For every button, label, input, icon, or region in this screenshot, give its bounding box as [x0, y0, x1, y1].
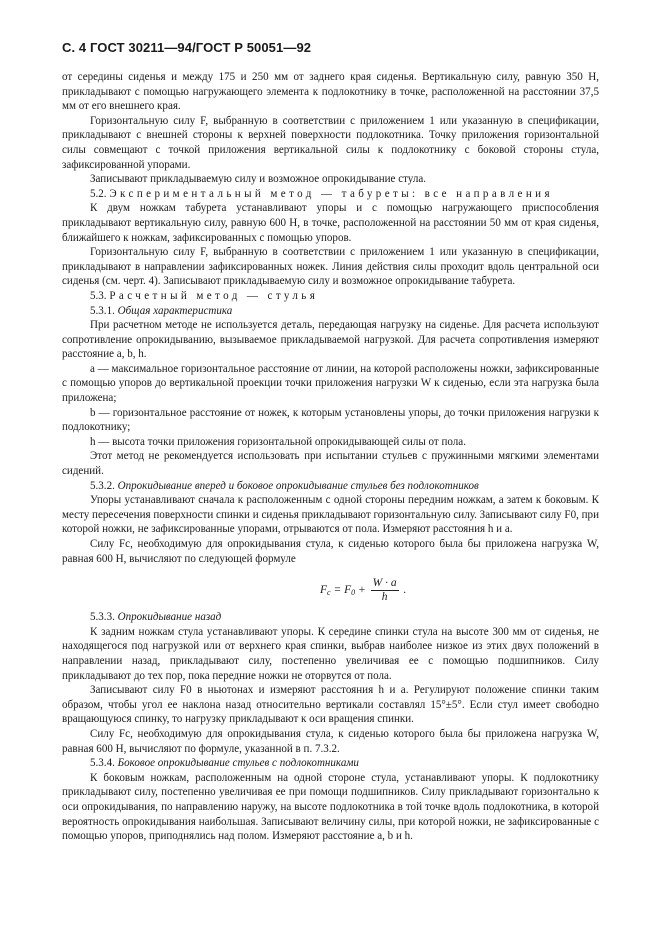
paragraph: b — горизонтальное расстояние от ножек, к которым установлены упоры, до точки приложения нагрузки к подлокотнику; — [62, 406, 599, 434]
section-heading-5-2 — [62, 187, 599, 202]
section-heading-5-3-1 — [62, 304, 599, 319]
section-heading-5-3 — [62, 289, 599, 304]
paragraph: Силу Fc, необходимую для опрокидывания стула, к сиденью которого была бы приложена нагрузка W, равная 600 Н, вычисляют по формуле, указанной в п. 7.3.2. — [62, 727, 599, 755]
section-title: Опрокидывание назад — [117, 611, 222, 624]
body-text — [62, 70, 599, 844]
paragraph: Горизонтальную силу F, выбранную в соответствии с приложением 1 или указанную в спецификации, прикладывают с внешней стороны к верхней поверхности подлокотника. Точку приложения горизонтальной силы совмещают с точкой приложения вертикальной силы к подлокотнику с боковой стороны стула, зафиксированной упорами. — [62, 114, 599, 171]
paragraph: a — максимальное горизонтальное расстояние от линии, на которой расположены ножки, зафиксированные с помощью упоров до вертикальной проекции точки приложения нагрузки W к сиденью, если эта нагрузка была приложена; — [62, 362, 599, 405]
section-heading-5-3-3 — [62, 610, 599, 625]
formula-end: . — [403, 584, 407, 597]
formula — [62, 566, 599, 610]
paragraph: Этот метод не рекомендуется использовать при испытании стульев с пружинными мягкими элементами сидений. — [62, 450, 599, 478]
paragraph: Силу Fc, необходимую для опрокидывания стула, к сиденью которого была бы приложена нагрузка W, равная 600 Н, вычисляют по следующей формуле — [62, 538, 599, 565]
section-number: 5.2. — [90, 187, 107, 200]
section-number: 5.3.2. — [90, 479, 115, 492]
formula-fraction — [371, 577, 399, 604]
section-title: Опрокидывание вперед и боковое опрокидывание стульев без подлокотников — [117, 479, 479, 492]
formula-lhs: F — [320, 584, 328, 597]
formula-f0-subscript: 0 — [351, 588, 356, 598]
formula-f0: F — [344, 584, 352, 597]
section-number: 5.3.1. — [90, 304, 115, 317]
formula-numerator: W · a — [372, 577, 397, 590]
paragraph: К задним ножкам стула устанавливают упоры. К середине спинки стула на высоте 300 мм от сиденья, не находящегося под нагрузкой или от верхнего края спинки, выбрав наиболее низкое из этих двух положений в направлении назад, прикладывают силу, постепенно увеличивая ее с помощью подшипников. Силу прикладывают до тех пор, пока передние ножки не оторвутся от пола. — [62, 625, 599, 682]
paragraph: К боковым ножкам, расположенным на одной стороне стула, устанавливают упоры. К подлокотнику прикладывают силу, постепенно увеличивая ее при помощи подшипников. Силу прикладывают горизонтально к оси опрокидывания, по направлению наружу, на высоте подлокотника в той точке вдоль подлокотника, в которой вероятность опрокидывания наибольшая. Записывают величину силы, при которой ножки, не зафиксированные с помощью упоров, приподнялись над полом. Измеряют расстояние a, b и h. — [62, 771, 599, 843]
formula-plus: + — [358, 584, 366, 597]
section-title: Экспериментальный метод — табуреты: все направления — [109, 187, 553, 200]
paragraph: При расчетном методе не используется деталь, передающая нагрузку на сиденье. Для расчета используют сопротивление опрокидыванию, вызываемое прикладываемой нагрузкой. Для расчета сопротивления измеряют расстояние a, b, h. — [62, 319, 599, 361]
paragraph: К двум ножкам табурета устанавливают упоры и с помощью нагружающего приспособления прикладывают вертикальную силу, равную 600 Н, в точке, расположенной на расстоянии 50 мм от края сиденья, ближайшего к ножкам, зафиксированных с помощью упоров. — [62, 202, 599, 244]
paragraph: h — высота точки приложения горизонтальной опрокидывающей силы от пола. — [90, 435, 466, 448]
formula-lhs-subscript: c — [327, 588, 331, 598]
formula-denominator: h — [381, 591, 388, 604]
section-number: 5.3. — [90, 289, 107, 302]
section-title: Боковое опрокидывание стульев с подлокотниками — [117, 757, 359, 770]
formula-equals: = — [333, 584, 342, 597]
section-heading-5-3-2 — [62, 479, 599, 494]
paragraph: от середины сиденья и между 175 и 250 мм от заднего края сиденья. Вертикальную силу, равную 350 Н, прикладывают с помощью нагружающего элемента к подлокотнику в точке, расположенной на расстоянии 37,5 мм от его внешнего края. — [62, 71, 599, 113]
section-heading-5-3-4 — [62, 756, 599, 771]
paragraph: Горизонтальную силу F, выбранную в соответствии с приложением 1 или указанную в спецификации, прикладывают в направлении зафиксированных ножек. Линия действия силы проходит вдоль центральной оси сиденья (см. черт. 4). Записывают прикладываемую силу и возможное опрокидывание табурета. — [62, 246, 599, 288]
section-title: Общая характеристика — [117, 304, 233, 317]
section-number: 5.3.3. — [90, 611, 115, 624]
section-number: 5.3.4. — [90, 757, 115, 770]
paragraph: Упоры устанавливают сначала к расположенным с одной стороны передним ножкам, а затем к боковым. К месту пересечения поверхности спинки и сиденья прикладывают горизонтальную силу. Записывают силу F0, при которой ножки, не зафиксированные упорами, отрываются от пола. Измеряют расстояния h и a. — [62, 494, 599, 536]
paragraph: Записывают прикладываемую силу и возможное опрокидывание стула. — [90, 173, 427, 186]
paragraph: Записывают силу F0 в ньютонах и измеряют расстояния h и a. Регулируют положение спинки таким образом, чтобы угол ее наклона назад относительно вертикали составлял 15°±5°. Если стул имеет свободно вращающуюся спинку, то нагрузку прикладывают к оси вращения спинки. — [62, 684, 599, 726]
section-title: Расчетный метод — стулья — [109, 289, 319, 302]
page-header: С. 4 ГОСТ 30211—94/ГОСТ Р 50051—92 — [62, 40, 312, 55]
